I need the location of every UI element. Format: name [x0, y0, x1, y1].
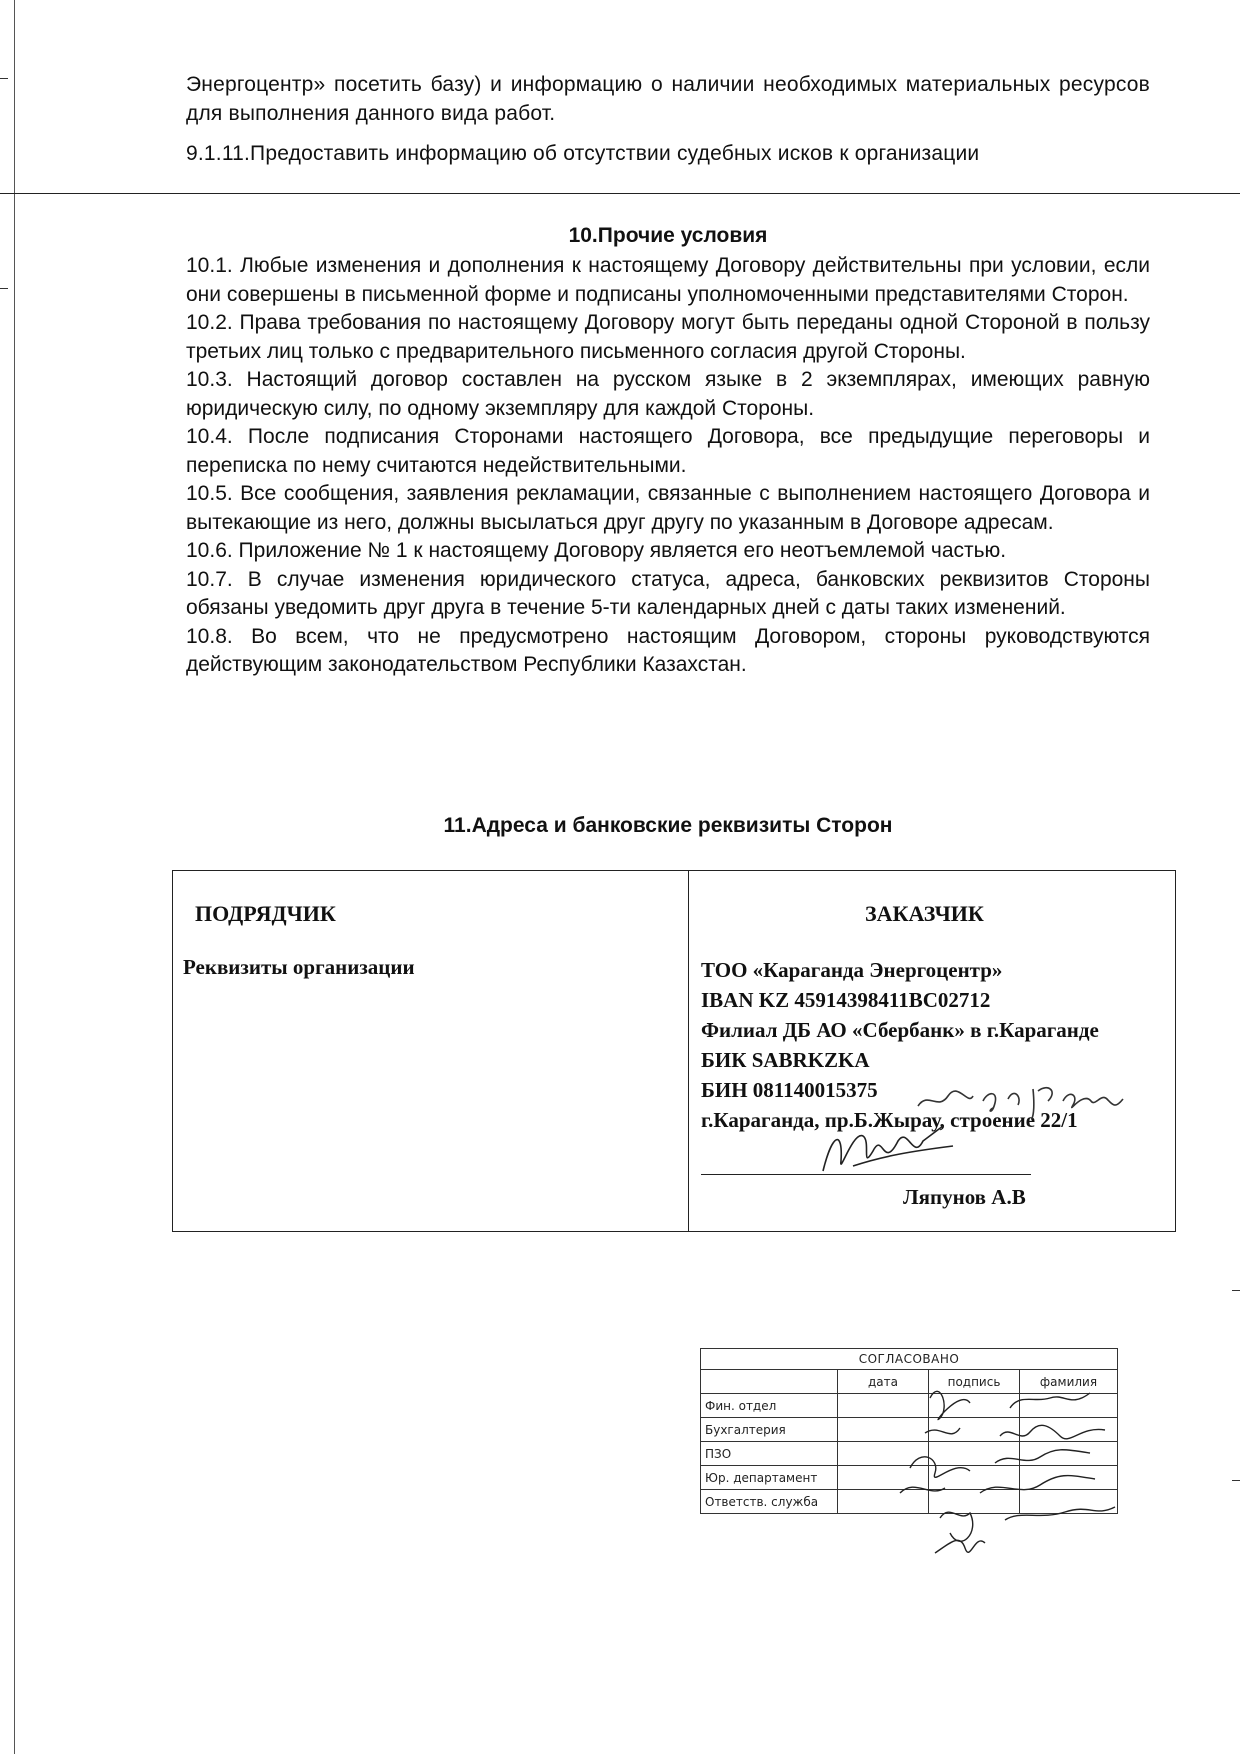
- scan-mark: [1232, 1480, 1240, 1481]
- approval-signatures: [900, 1368, 1120, 1558]
- scan-mark: [0, 288, 8, 289]
- customer-bin: БИН 081140015375: [701, 1078, 878, 1102]
- handwritten-note: [913, 1071, 1163, 1121]
- clause-10-4: 10.4. После подписания Сторонами настоящего Договора, все предыдущие переговоры и переписка по нему считаются недействительными.: [186, 425, 1150, 477]
- clause-10-2: 10.2. Права требования по настоящему Договору могут быть переданы одной Стороной в пользу третьих лиц только с предварительного письменного согласия другой Стороны.: [186, 311, 1150, 363]
- column-divider: [688, 871, 689, 1231]
- contractor-requisites: Реквизиты организации: [183, 955, 415, 979]
- section-11-title: 11.Адреса и банковские реквизиты Сторон: [443, 814, 893, 837]
- scan-mark: [1232, 1290, 1240, 1291]
- clause-10-8: 10.8. Во всем, что не предусмотрено настоящим Договором, стороны руководствуются действующим законодательством Республики Казахстан.: [186, 624, 1150, 676]
- scan-left-edge: [14, 0, 15, 1754]
- approval-title: СОГЛАСОВАНО: [701, 1349, 1118, 1370]
- customer-signature: [813, 1121, 963, 1181]
- customer-bank: Филиал ДБ АО «Сбербанк» в г.Караганде: [701, 1018, 1099, 1042]
- scan-fold-line: [0, 193, 1240, 194]
- clause-10-1: 10.1. Любые изменения и дополнения к настоящему Договору действительны при условии, если они совершены в письменной форме и подписаны уполномоченными представителями Сторон.: [186, 254, 1150, 306]
- customer-signer: Ляпунов А.В: [903, 1185, 1026, 1209]
- scan-mark: [0, 78, 8, 79]
- approval-dept: Бухгалтерия: [701, 1418, 838, 1442]
- section-10-title: 10.Прочие условия: [568, 224, 768, 247]
- customer-address: г.Караганда, пр.Б.Жырау, строение 22/1: [701, 1108, 1078, 1132]
- approval-stamp: [700, 1348, 1118, 1514]
- clause-10-6: 10.6. Приложение № 1 к настоящему Договору является его неотъемлемой частью.: [186, 539, 1007, 562]
- clause-10-7: 10.7. В случае изменения юридического статуса, адреса, банковских реквизитов Стороны обязаны уведомить друг друга в течение 5-ти календарных дней с даты таких изменений.: [186, 567, 1150, 619]
- requisites-table: [172, 870, 1176, 1232]
- approval-header-dept: [701, 1370, 838, 1394]
- approval-dept: Ответств. служба: [701, 1490, 838, 1514]
- customer-iban: IBAN KZ 45914398411BC02712: [701, 988, 991, 1012]
- item-9-1-11: 9.1.11.Предоставить информацию об отсутствии судебных исков к организации: [186, 142, 980, 165]
- approval-dept: Юр. департамент: [701, 1466, 838, 1490]
- approval-header-signature: подпись: [929, 1370, 1020, 1394]
- approval-header-date: дата: [838, 1370, 929, 1394]
- customer-company: ТОО «Караганда Энергоцентр»: [701, 958, 1003, 982]
- approval-dept: ПЗО: [701, 1442, 838, 1466]
- section-10-body: [186, 252, 1150, 680]
- contractor-title: ПОДРЯДЧИК: [195, 901, 336, 926]
- customer-title: ЗАКАЗЧИК: [865, 901, 984, 926]
- approval-dept: Фин. отдел: [701, 1394, 838, 1418]
- customer-bik: БИК SABRKZKA: [701, 1048, 870, 1072]
- clause-10-3: 10.3. Настоящий договор составлен на русском языке в 2 экземплярах, имеющих равную юридическую силу, по одному экземпляру для каждой Стороны.: [186, 368, 1150, 420]
- approval-header-surname: фамилия: [1020, 1370, 1118, 1394]
- continuation-paragraph: Энергоцентр» посетить базу) и информацию о наличии необходимых материальных ресурсов для выполнения данного вида работ.: [186, 73, 1150, 125]
- clause-10-5: 10.5. Все сообщения, заявления рекламации, связанные с выполнением настоящего Договора и вытекающие из него, должны высылаться друг другу по указанным в Договоре адресам.: [186, 482, 1150, 534]
